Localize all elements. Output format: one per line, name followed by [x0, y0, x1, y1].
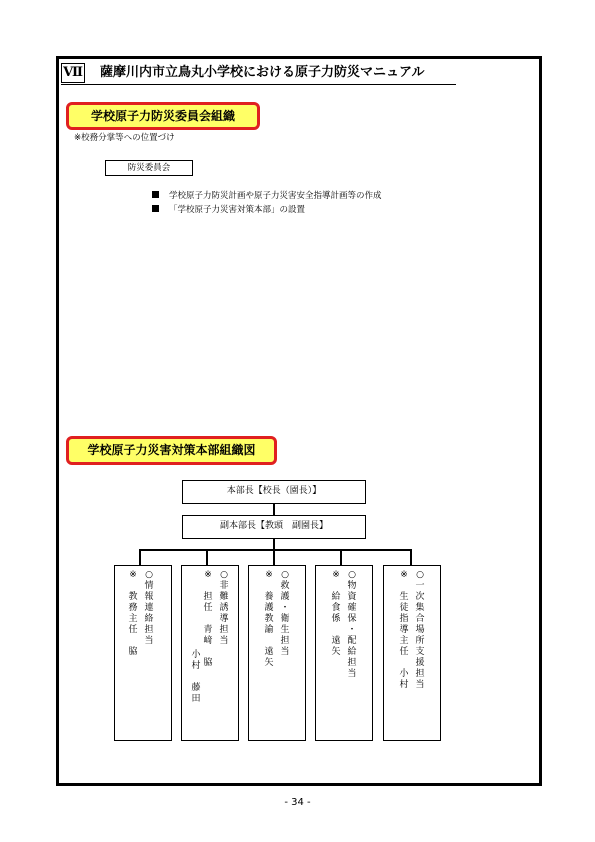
- team-box: [181, 565, 239, 741]
- connector-line: [139, 549, 141, 565]
- title-underline: [61, 84, 456, 85]
- org-chief-box: 本部長【校長（園長）】: [182, 480, 366, 504]
- connector-line: [273, 504, 275, 515]
- section-number: Ⅶ: [61, 63, 85, 83]
- connector-line: [410, 549, 412, 565]
- team-column: ○ 情 報 連 絡 担 当: [144, 570, 154, 646]
- connector-line: [340, 549, 342, 565]
- org-vice-box: 副本部長【教頭 副園長】: [182, 515, 366, 539]
- square-bullet-icon: [152, 191, 159, 198]
- team-column: ※ 生 徒 指 導 主 任 小 村: [399, 570, 409, 690]
- square-bullet-icon: [152, 205, 159, 212]
- committee-duties: [152, 189, 382, 217]
- team-column: ○ 物 資 確 保 ・ 配 給 担 当: [347, 570, 357, 679]
- duty-item: 「学校原子力災害対策本部」の設置: [152, 203, 382, 217]
- team-box: [315, 565, 373, 741]
- team-column: ○ 非 難 誘 導 担 当: [219, 570, 229, 646]
- team-box: [114, 565, 172, 741]
- team-column: ○ 救 護 ・ 衛 生 担 当: [280, 570, 290, 657]
- connector-line: [206, 549, 208, 565]
- page-title: 薩摩川内市立鳥丸小学校における原子力防災マニュアル: [100, 65, 425, 80]
- duty-note: ※校務分掌等への位置づけ: [74, 133, 175, 143]
- connector-line: [139, 549, 411, 551]
- committee-label: 防災委員会: [105, 160, 193, 176]
- team-column: ※ 養 護 教 諭 遠 矢: [264, 570, 274, 668]
- connector-line: [273, 549, 275, 565]
- heading-committee-organization: 学校原子力防災委員会組織: [66, 102, 260, 130]
- page-number: - 34 -: [284, 797, 311, 808]
- duty-item: 学校原子力防災計画や原子力災害安全指導計画等の作成: [152, 189, 382, 203]
- team-box: [383, 565, 441, 741]
- team-box: [248, 565, 306, 741]
- team-column: ※ 給 食 係 遠 矢: [331, 570, 341, 657]
- team-column: ○ 一 次 集 合 場 所 支 援 担 当: [415, 570, 425, 690]
- heading-disaster-hq-chart: 学校原子力災害対策本部組織図: [66, 436, 277, 465]
- team-column: ※ 担 任 青 﨑 脇: [203, 570, 213, 668]
- team-column: ※ 教 務 主 任 脇: [128, 570, 138, 657]
- team-column: 小 村 藤 田: [191, 650, 201, 704]
